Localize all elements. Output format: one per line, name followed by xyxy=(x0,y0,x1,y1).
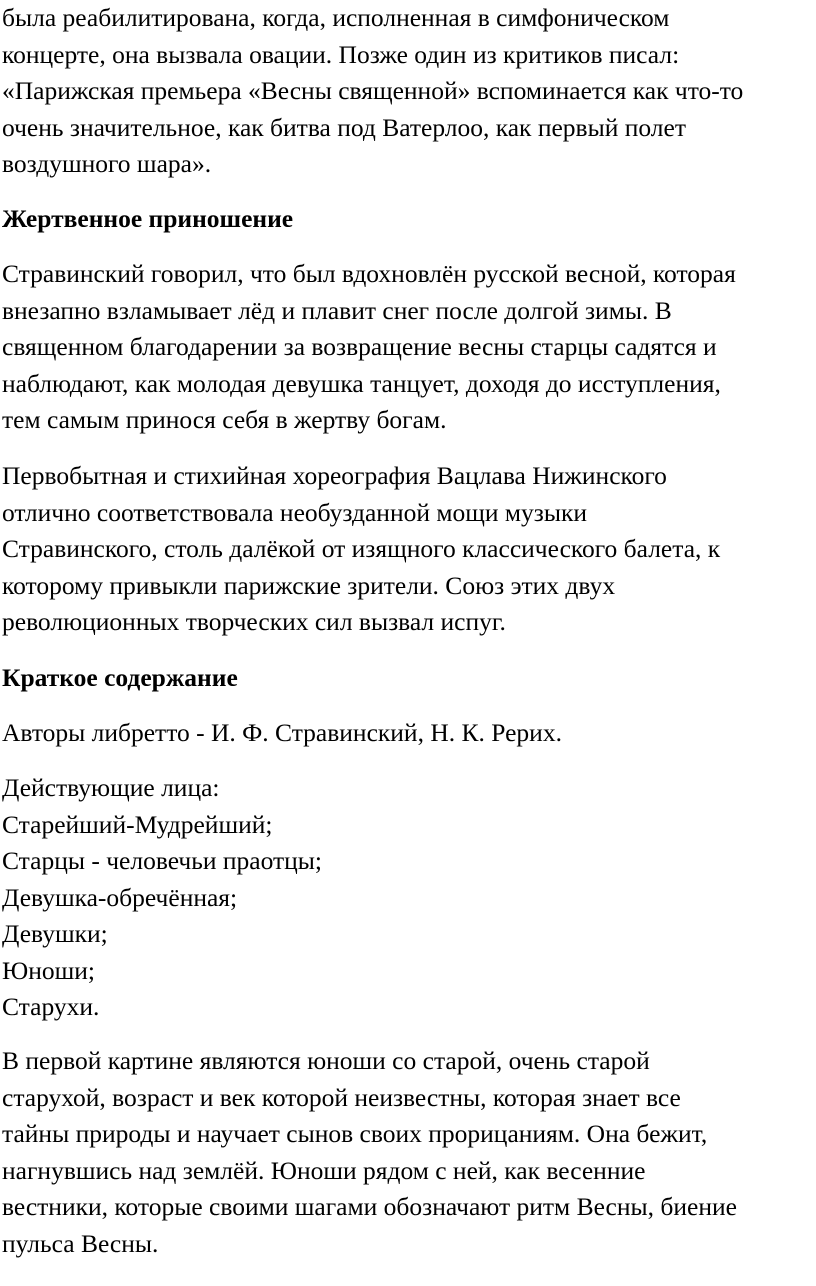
text-line: тайны природы и научает сынов своих прорицаниям. Она бежит, xyxy=(2,1119,708,1148)
text-line: «Парижская премьера «Весны священной» вспоминается как что-то xyxy=(2,76,744,105)
text-line: воздушного шара». xyxy=(2,149,212,178)
text-line: Первобытная и стихийная хореография Вацлава Нижинского xyxy=(2,461,667,490)
text-line: революционных творческих сил вызвал испуг. xyxy=(2,607,506,636)
text-line: В первой картине являются юноши со старой, очень старой xyxy=(2,1046,650,1075)
text-line: концерте, она вызвала овации. Позже один из критиков писал: xyxy=(2,39,680,69)
text-line: Старцы - человечьи праотцы; xyxy=(2,846,323,875)
text-line: священном благодарении за возвращение весны старцы садятся и xyxy=(2,332,717,361)
paragraph-premiere xyxy=(2,0,816,183)
text-line: Девушка-обречённая; xyxy=(2,882,238,912)
heading-summary: Краткое содержание xyxy=(2,663,238,692)
text-line: была реабилитирована, когда, исполненная в симфоническом xyxy=(2,3,670,32)
text-line: нагнувшись над землёй. Юноши рядом с ней, как весенние xyxy=(2,1155,646,1185)
text-line: Стравинского, столь далёкой от изящного классического балета, к xyxy=(2,534,721,563)
paragraph-first-scene xyxy=(2,1043,816,1262)
text-line: Старейший-Мудрейший; xyxy=(2,809,273,839)
text-line: старухой, возраст и век которой неизвестны, которая знает все xyxy=(2,1082,681,1112)
text-line: которому привыкли парижские зрители. Союз этих двух xyxy=(2,570,616,600)
paragraph-inspiration xyxy=(2,256,816,439)
text-line: внезапно взламывает лёд и плавит снег после долгой зимы. В xyxy=(2,295,672,325)
paragraph-authors: Авторы либретто - И. Ф. Стравинский, Н. К. Рерих. xyxy=(2,718,562,747)
paragraph-characters xyxy=(2,770,816,1026)
text-line: Девушки; xyxy=(2,919,108,948)
text-line: Старухи. xyxy=(2,992,100,1021)
text-line: Действующие лица: xyxy=(2,773,220,802)
text-line: очень значительное, как битва под Ватерлоо, как первый полет xyxy=(2,112,686,142)
text-line: пульса Весны. xyxy=(2,1228,159,1258)
text-line: вестники, которые своими шагами обозначают ритм Весны, биение xyxy=(2,1192,737,1221)
heading-sacrifice: Жертвенное приношение xyxy=(2,204,294,233)
paragraph-choreography xyxy=(2,458,816,641)
text-line: отлично соответствовала необузданной мощи музыки xyxy=(2,497,588,527)
text-line: тем самым принося себя в жертву богам. xyxy=(2,405,447,434)
text-line: наблюдают, как молодая девушка танцует, доходя до исступления, xyxy=(2,368,721,398)
text-line: Стравинский говорил, что был вдохновлён русской весной, которая xyxy=(2,259,736,288)
text-line: Юноши; xyxy=(2,955,95,985)
